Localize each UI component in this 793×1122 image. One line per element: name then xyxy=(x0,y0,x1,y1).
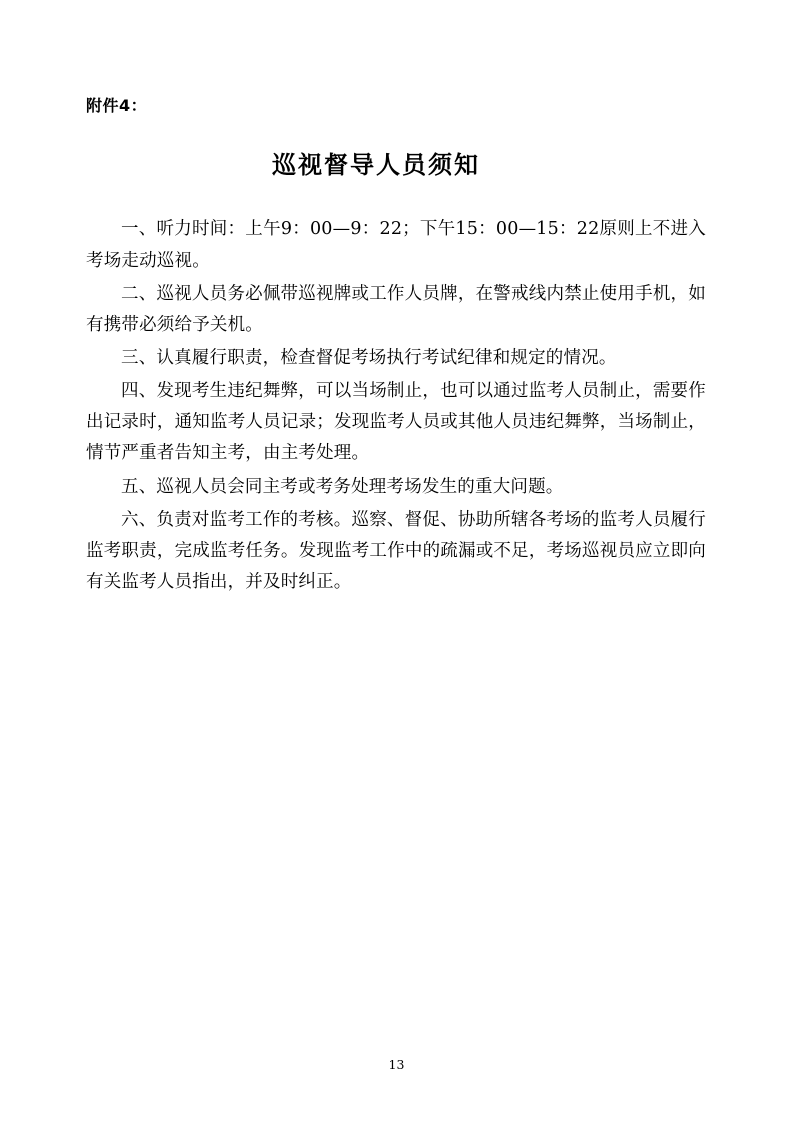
paragraph-6: 六、负责对监考工作的考核。巡察、督促、协助所辖各考场的监考人员履行监考职责，完成监考任务。发现监考工作中的疏漏或不足，考场巡视员应立即向有关监考人员指出，并及时纠正。 xyxy=(86,509,706,592)
page-number: 13 xyxy=(388,1057,405,1072)
paragraph-4: 四、发现考生违纪舞弊，可以当场制止，也可以通过监考人员制止，需要作出记录时，通知监考人员记录；发现监考人员或其他人员违纪舞弊，当场制止，情节严重者告知主考，由主考处理。 xyxy=(86,381,706,464)
paragraph-2: 二、巡视人员务必佩带巡视牌或工作人员牌，在警戒线内禁止使用手机，如有携带必须给予关机。 xyxy=(86,283,706,335)
paragraph-5: 五、巡视人员会同主考或考务处理考场发生的重大问题。 xyxy=(121,476,564,497)
page-title: 巡视督导人员须知 xyxy=(272,151,480,180)
attachment-label: 附件4： xyxy=(86,96,148,115)
paragraph-1: 一、听力时间：上午9：00—9：22；下午15：00—15：22原则上不进入考场走动巡视。 xyxy=(86,219,706,271)
document-body xyxy=(86,95,706,600)
paragraph-3: 三、认真履行职责，检查督促考场执行考试纪律和规定的情况。 xyxy=(121,347,617,368)
